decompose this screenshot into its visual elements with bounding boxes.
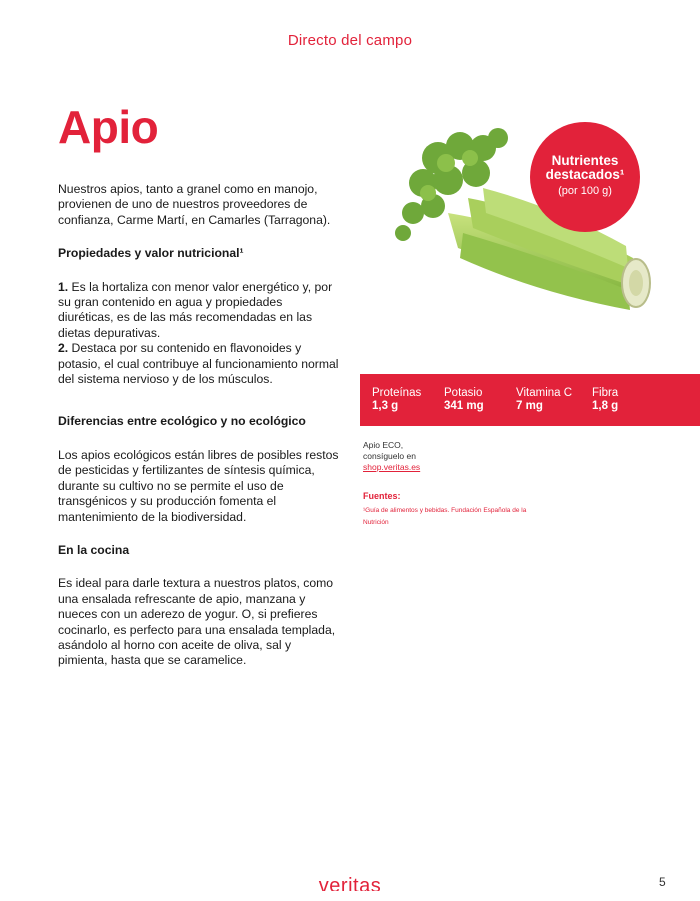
side-notes <box>363 440 563 529</box>
page-number: 5 <box>659 875 666 889</box>
sources-heading: Fuentes: <box>363 491 401 501</box>
nutrient-item <box>516 387 572 413</box>
sources-text: ¹Guía de alimentos y bebidas. Fundación Española de la Nutrición <box>363 507 527 526</box>
property-item-1-text: Es la hortaliza con menor valor energético y, por su gran contenido en agua y propiedades diuréticas, es de las más recomendadas en las dietas depurativas. <box>58 279 333 340</box>
nutrient-item <box>444 387 484 413</box>
property-item-2 <box>58 341 340 387</box>
kitchen-paragraph: Es ideal para darle textura a nuestros platos, como una ensalada refrescante de apio, manzana y nueces con un aderezo de yogur. O, si prefieres cocinarlo, es perfecto para una ensalada templada, asándolo al horno con aceite de oliva, sal y pimienta, hasta que se caramelice. <box>58 576 336 668</box>
nutrient-name: Proteínas <box>372 387 422 399</box>
kitchen-heading: En la cocina <box>58 542 130 557</box>
properties-heading: Propiedades y valor nutricional¹ <box>58 246 244 261</box>
page-title: Apio <box>58 101 159 153</box>
nutrient-value: 1,3 g <box>372 400 399 412</box>
intro-paragraph: Nuestros apios, tanto a granel como en manojo, provienen de uno de nuestros proveedores de confianza, Carme Martí, en Camarles (Tarragona). <box>58 182 331 227</box>
eco-line-2: consíguelo en <box>363 451 416 461</box>
nutrient-name: Potasio <box>444 387 483 399</box>
nutrients-badge <box>530 122 640 232</box>
differences-heading: Diferencias entre ecológico y no ecológico <box>58 414 306 429</box>
property-item-2-text: Destaca por su contenido en flavonoides y potasio, el cual contribuye al funcionamiento normal del sistema nervioso y de los músculos. <box>58 341 339 387</box>
eco-line-1: Apio ECO, <box>363 440 404 450</box>
shop-link[interactable]: shop.veritas.es <box>363 462 421 472</box>
nutrient-name: Fibra <box>592 387 619 399</box>
nutrient-value: 1,8 g <box>592 400 619 412</box>
property-item-1-number: 1. <box>58 279 69 294</box>
nutrient-value: 7 mg <box>516 400 543 412</box>
nutrient-item <box>372 387 421 413</box>
property-item-1 <box>58 280 340 342</box>
nutrient-value: 341 mg <box>444 400 484 412</box>
differences-paragraph: Los apios ecológicos están libres de posibles restos de pesticidas y fertilizantes de síntesis química, durante su cultivo no se permite el uso de transgénicos y su producción fomenta el mantenimiento de la biodiversidad. <box>58 447 339 524</box>
property-item-2-number: 2. <box>58 341 69 356</box>
nutrient-item <box>592 387 618 413</box>
nutrient-name: Vitamina C <box>516 387 573 399</box>
nutrients-badge-title: Nutrientes destacados¹ <box>545 153 625 182</box>
article-body <box>58 182 340 669</box>
section-header: Directo del campo <box>287 32 413 49</box>
nutrients-badge-subtitle: (por 100 g) <box>558 185 612 197</box>
nutrients-bar <box>360 374 700 426</box>
veritas-logo: veritas <box>318 875 382 891</box>
